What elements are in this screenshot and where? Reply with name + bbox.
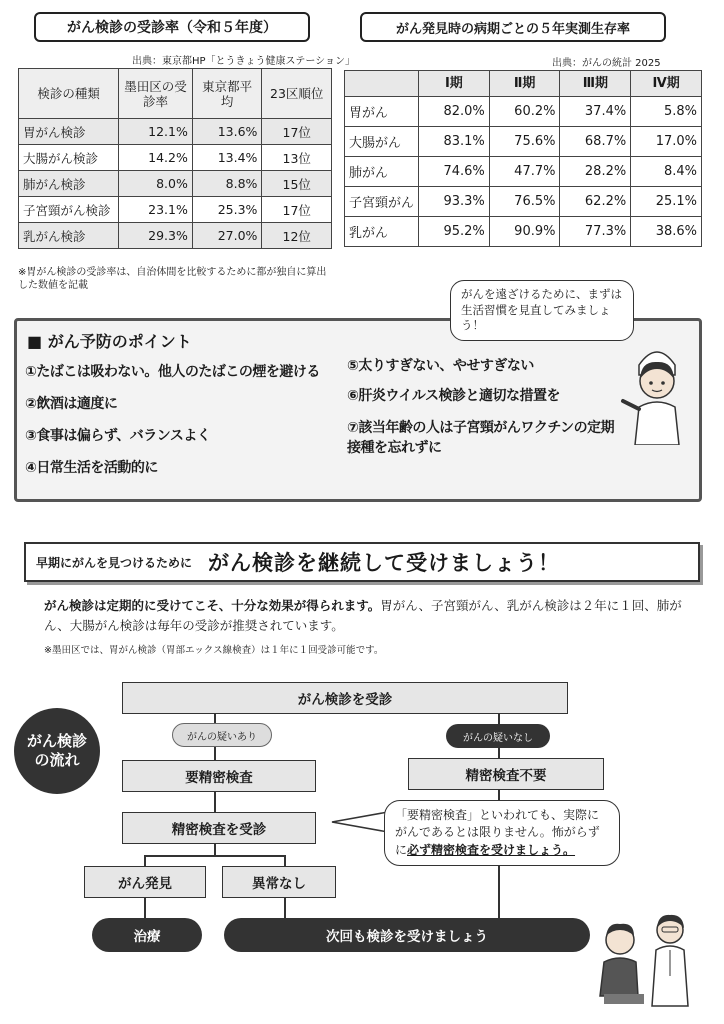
screening-source: 出典：東京都HP「とうきょう健康ステーション」 [132,56,355,67]
cell: 8.4% [631,157,702,187]
table-row [19,197,332,223]
connector [144,855,284,857]
cell: 47.7% [489,157,560,187]
col-header: 東京都平均 [192,69,262,119]
flow-bubble-text: 「要精密検査」といわれても、実際にがんであるとは限りません。怖がらずに [395,808,600,857]
cell: 胃がん [345,97,419,127]
checkup-body-rest: 胃がん、子宮頸がん、乳がん検診は２年に１回、肺がん、大腸がん検診は毎年の受診が推奨されています。 [44,598,682,633]
table-row [19,119,332,145]
prevention-point: ⑥肝炎ウイルス検診と適切な措置を [347,388,561,404]
cell: 62.2% [560,187,631,217]
cell: 17.0% [631,127,702,157]
survival-source: 出典：がんの統計 2025 [552,58,661,69]
col-header: Ⅰ期 [419,71,490,97]
flow-next: 次回も検診を受けましょう [224,918,590,952]
table-row [345,127,702,157]
nurse-illustration [617,335,697,445]
corner-cell [345,71,419,97]
prevention-bubble: がんを遠ざけるために、まずは生活習慣を見直してみましょう！ [450,280,634,341]
flow-treatment: 治療 [92,918,202,952]
prevention-point: ③食事は偏らず、バランスよく [25,428,211,444]
table-row [345,187,702,217]
col-header: Ⅱ期 [489,71,560,97]
checkup-note: ※墨田区では、胃がん検診（胃部エックス線検査）は１年に１回受診可能です。 [44,645,384,656]
checkup-body-bold: がん検診は定期的に受けてこそ、十分な効果が得られます。 [44,598,381,613]
cell: 60.2% [489,97,560,127]
flow-suspected: がんの疑いあり [172,723,272,747]
cell: 25.1% [631,187,702,217]
cell: 8.0% [119,171,193,197]
cell: 38.6% [631,217,702,247]
cell: 大腸がん [345,127,419,157]
cell: 82.0% [419,97,490,127]
banner-title: がん検診を継続して受けましょう！ [208,551,561,575]
cell: 8.8% [192,171,262,197]
connector [214,792,216,812]
flow-normal: 異常なし [222,866,336,898]
cell: 子宮頸がん検診 [19,197,119,223]
cell: 37.4% [560,97,631,127]
table-row [345,217,702,247]
cell: 子宮頸がん [345,187,419,217]
col-header: Ⅳ期 [631,71,702,97]
flow-circle-text: がん検診の流れ [27,731,88,769]
flow-bubble-tail [330,800,390,840]
cell: 乳がん検診 [19,223,119,249]
cell: 14.2% [119,145,193,171]
prevention-point: ⑤太りすぎない、やせすぎない [347,358,534,374]
cell: 93.3% [419,187,490,217]
table-row [19,171,332,197]
cell: 15位 [262,171,332,197]
table-row [19,223,332,249]
flow-not-suspected: がんの疑いなし [446,724,550,748]
screening-note: ※胃がん検診の受診率は、自治体間を比較するために都が独自に算出した数値を記載 [18,267,327,291]
connector [144,898,146,920]
cell: 12.1% [119,119,193,145]
survival-table [344,70,702,247]
flow-bubble [384,800,620,866]
cell: 68.7% [560,127,631,157]
flow-start: がん検診を受診 [122,682,568,714]
cell: 76.5% [489,187,560,217]
table-row [345,97,702,127]
cell: 27.0% [192,223,262,249]
cell: 90.9% [489,217,560,247]
prevention-point: ②飲酒は適度に [25,396,118,412]
screening-table [18,68,332,249]
cell: 乳がん [345,217,419,247]
cell: 75.6% [489,127,560,157]
prevention-box [14,318,702,502]
cell: 23.1% [119,197,193,223]
doctor-patient-illustration [592,906,704,1012]
flow-needs-exam: 要精密検査 [122,760,316,792]
cell: 95.2% [419,217,490,247]
flow-no-exam: 精密検査不要 [408,758,604,790]
cell: 17位 [262,119,332,145]
col-header: 墨田区の受診率 [119,69,193,119]
checkup-body [44,596,694,636]
prevention-heading: ■ がん予防のポイント [27,332,192,351]
cell: 29.3% [119,223,193,249]
col-header: Ⅲ期 [560,71,631,97]
survival-title: がん発見時の病期ごとの５年実測生存率 [360,12,666,42]
screening-title: がん検診の受診率（令和５年度） [34,12,310,42]
cell: 25.3% [192,197,262,223]
connector [284,898,286,920]
cell: 74.6% [419,157,490,187]
flow-circle-label [14,708,100,794]
prevention-point: ①たばこは吸わない。他人のたばこの煙を避ける [25,364,320,380]
cell: 胃がん検診 [19,119,119,145]
table-row [19,145,332,171]
cell: 17位 [262,197,332,223]
checkup-banner [24,542,700,582]
cell: 肺がん [345,157,419,187]
prevention-point: ⑦該当年齢の人は子宮頸がんワクチンの定期接種を忘れずに [347,420,615,456]
flow-found: がん発見 [84,866,206,898]
flow-bubble-emphasis: 必ず精密検査を受けましょう。 [407,842,576,857]
cell: 13.4% [192,145,262,171]
cell: 28.2% [560,157,631,187]
cell: 大腸がん検診 [19,145,119,171]
cell: 肺がん検診 [19,171,119,197]
col-header: 23区順位 [262,69,332,119]
cell: 83.1% [419,127,490,157]
cell: 5.8% [631,97,702,127]
cell: 13位 [262,145,332,171]
cell: 77.3% [560,217,631,247]
col-header: 検診の種類 [19,69,119,119]
table-row [345,157,702,187]
cell: 13.6% [192,119,262,145]
banner-subtitle: 早期にがんを見つけるために [36,555,193,570]
flow-take-exam: 精密検査を受診 [122,812,316,844]
cell: 12位 [262,223,332,249]
prevention-point: ④日常生活を活動的に [25,460,158,476]
